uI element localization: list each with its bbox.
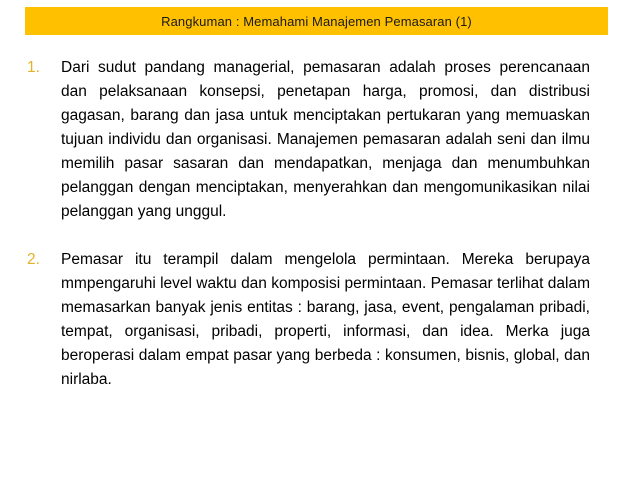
item-number: 1. (27, 59, 40, 76)
slide-title: Rangkuman : Memahami Manajemen Pemasaran (1) (161, 13, 472, 29)
list-item (27, 56, 590, 224)
title-bar (25, 7, 608, 35)
summary-list (27, 56, 590, 392)
item-number: 2. (27, 251, 40, 268)
item-text: Pemasar itu terampil dalam mengelola permintaan. Mereka berupaya mmpengaruhi level waktu dan komposisi permintaan. Pemasar terlihat dalam memasarkan banyak jenis entitas : barang, jasa, event, pengalaman pribadi, tempat, organisasi, pribadi, properti, informasi, dan idea. Merka juga beroperasi dalam empat pasar yang berbeda : konsumen, bisnis, global, dan nirlaba. (61, 251, 590, 388)
list-item (27, 248, 590, 392)
item-text: Dari sudut pandang managerial, pemasaran adalah proses perencanaan dan pelaksanaan konsepsi, penetapan harga, promosi, dan distribusi gagasan, barang dan jasa untuk menciptakan pertukaran yang memuaskan tujuan individu dan organisasi. Manajemen pemasaran adalah seni dan ilmu memilih pasar sasaran dan mendapatkan, menjaga dan menumbuhkan pelanggan dengan menciptakan, menyerahkan dan mengomunikasikan nilai pelanggan yang unggul. (61, 59, 590, 220)
